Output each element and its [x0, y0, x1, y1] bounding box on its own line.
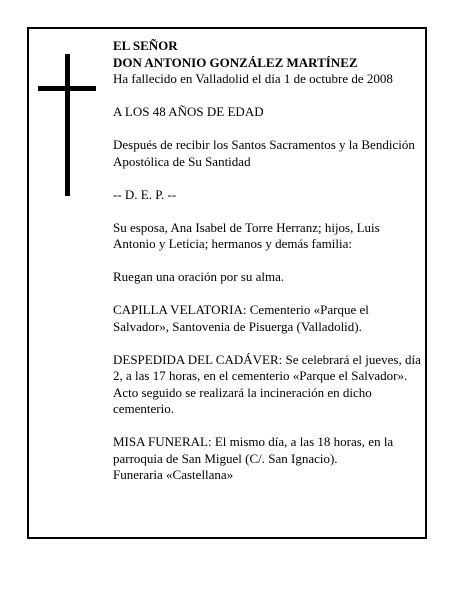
- deceased-name: DON ANTONIO GONZÁLEZ MARTÍNEZ: [113, 54, 358, 70]
- funeraria-line: Funeraria «Castellana»: [113, 467, 234, 482]
- cross-icon-bar: [38, 86, 96, 91]
- title-line-1: EL SEÑOR: [113, 38, 178, 53]
- despedida-paragraph: DESPEDIDA DEL CADÁVER: Se celebrará el jueves, día 2, a las 17 horas, en el cementerio «Parque el Salvador». Acto seguido se realizará la incineración en dicho cementerio.: [113, 351, 421, 416]
- cross-icon: [65, 54, 70, 196]
- age-line: A LOS 48 AÑOS DE EDAD: [113, 104, 264, 119]
- dep-line: -- D. E. P. --: [113, 186, 177, 202]
- prayer-line: Ruegan una oración por su alma.: [113, 269, 285, 284]
- family-paragraph: Su esposa, Ana Isabel de Torre Herranz; hijos, Luis Antonio y Leticia; hermanos y demás familia:: [113, 219, 380, 251]
- death-statement: Ha fallecido en Valladolid el día 1 de octubre de 2008: [113, 71, 393, 86]
- misa-paragraph: MISA FUNERAL: El mismo día, a las 18 horas, en la parroquia de San Miguel (C/. San Ignacio).: [113, 434, 394, 466]
- sacraments-paragraph: Después de recibir los Santos Sacramentos y la Bendición Apostólica de Su Santidad: [113, 137, 415, 169]
- capilla-paragraph: CAPILLA VELATORIA: Cementerio «Parque el Salvador», Santovenia de Pisuerga (Valladolid).: [113, 302, 369, 334]
- obituary-text: [113, 38, 423, 484]
